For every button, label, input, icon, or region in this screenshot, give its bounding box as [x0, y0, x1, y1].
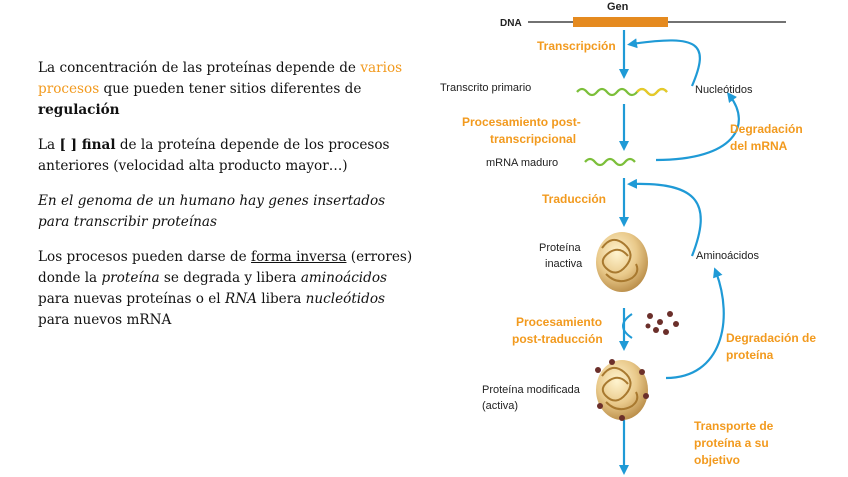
primary-transcript-wave-yellow — [637, 89, 667, 95]
curve-nucleotides-return — [632, 40, 700, 86]
text-segment: Los procesos pueden darse de — [38, 249, 252, 265]
protein-degradation-label-2: proteína — [726, 348, 774, 362]
modified-protein-label-2: (activa) — [482, 400, 519, 412]
post-transcriptional-label-2: transcripcional — [490, 132, 577, 146]
text-segment: La — [38, 137, 60, 153]
inactive-protein-icon — [596, 232, 648, 292]
post-translation-label-2: post-traducción — [512, 332, 603, 346]
paragraph-genome: En el genoma de un humano hay genes insertados para transcribir proteínas — [38, 193, 386, 230]
modified-protein-label-1: Proteína modificada — [482, 384, 580, 396]
text-segment: para nuevas proteínas o el — [38, 291, 225, 307]
underline-inverse-form: forma inversa — [251, 249, 347, 265]
mature-mrna-label: mRNA maduro — [486, 157, 559, 169]
text-segment: (errores) donde la — [38, 249, 413, 286]
transcription-label: Transcripción — [537, 39, 616, 53]
bold-regulation: regulación — [38, 102, 120, 118]
inactive-protein-label-2: inactiva — [545, 258, 583, 270]
nucleotides-label: Nucleótidos — [695, 84, 753, 96]
bold-final: [ ] final — [59, 137, 116, 153]
gene-label: Gen — [607, 1, 629, 13]
highlight-various-processes: varios procesos — [38, 60, 403, 97]
gene-bar — [573, 17, 668, 27]
text-segment: La concentración de las proteínas depende de — [38, 60, 361, 76]
amino-acid-dots — [646, 311, 680, 335]
text-segment: de la proteína depende de los procesos anteriores (velocidad alta producto mayor…) — [38, 137, 390, 174]
text-segment: libera — [256, 291, 306, 307]
mature-mrna-wave — [585, 159, 635, 165]
modified-protein-icon — [595, 359, 649, 421]
curve-mrna-degradation — [656, 96, 739, 160]
italic-protein: proteína — [101, 270, 160, 286]
post-transcriptional-label-1: Procesamiento post- — [462, 115, 581, 129]
text-segment: para nuevos mRNA — [38, 312, 172, 328]
transport-label-2: proteína a su — [694, 436, 769, 450]
text-segment: se degrada y libera — [159, 270, 301, 286]
protein-degradation-label-1: Degradación de — [726, 331, 817, 345]
post-translation-label-1: Procesamiento — [516, 315, 603, 329]
transport-label-1: Transporte de — [694, 419, 774, 433]
inactive-protein-label-1: Proteína — [539, 242, 581, 254]
amino-acids-label: Aminoácidos — [696, 250, 759, 262]
mrna-degradation-label-1: Degradación — [730, 122, 803, 136]
mrna-degradation-label-2: del mRNA — [730, 139, 788, 153]
dna-label: DNA — [500, 18, 522, 29]
italic-nucleotides: nucleótidos — [305, 291, 385, 307]
text-segment: que pueden tener sitios diferentes de — [99, 81, 362, 97]
transport-label-3: objetivo — [694, 453, 741, 467]
primary-transcript-label: Transcrito primario — [440, 82, 532, 94]
translation-label: Traducción — [542, 192, 607, 206]
italic-rna: RNA — [224, 291, 257, 307]
italic-amino-acids: aminoácidos — [300, 270, 388, 286]
